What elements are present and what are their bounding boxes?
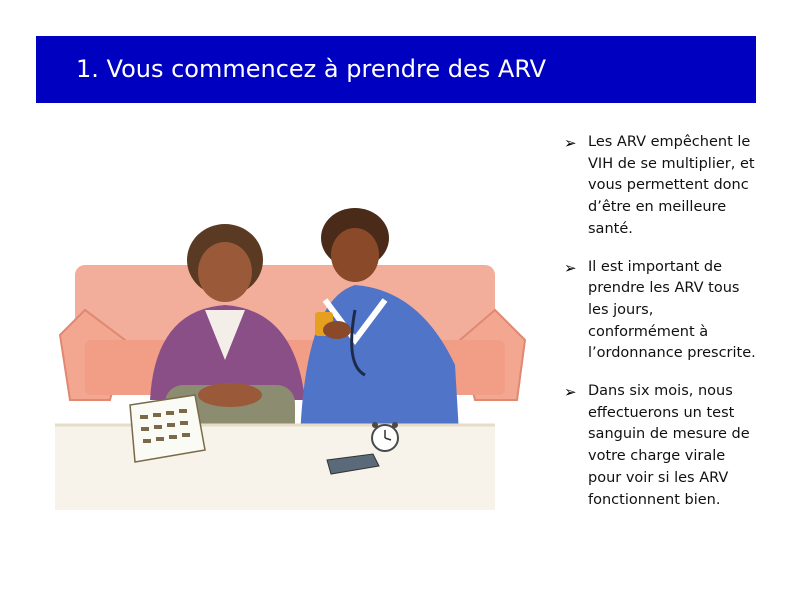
arrow-bullet-icon: ➢: [564, 258, 577, 277]
slide-title: 1. Vous commencez à prendre des ARV: [76, 55, 547, 83]
bullet-list: [562, 132, 762, 527]
bullet-text: Dans six mois, nous effectuerons un test sanguin de mesure de votre charge virale pour voir si les ARV fonctionnent bien.: [588, 383, 750, 508]
bullet-item: [562, 381, 762, 511]
calendar-icon: [130, 395, 205, 462]
patient-nurse-illustration: [55, 190, 530, 510]
arrow-bullet-icon: ➢: [564, 383, 577, 402]
table: [55, 425, 495, 510]
bullet-text: Les ARV empêchent le VIH de se multiplier, et vous permettent donc d’être en meilleure santé.: [588, 134, 755, 237]
bullet-text: Il est important de prendre les ARV tous les jours, conformément à l’ordonnance prescrite.: [588, 258, 756, 362]
bullet-item: [562, 132, 762, 241]
bullet-item: [562, 257, 762, 366]
arrow-bullet-icon: ➢: [564, 134, 577, 152]
title-banner: [36, 36, 756, 103]
alarm-clock-icon: [372, 422, 398, 451]
